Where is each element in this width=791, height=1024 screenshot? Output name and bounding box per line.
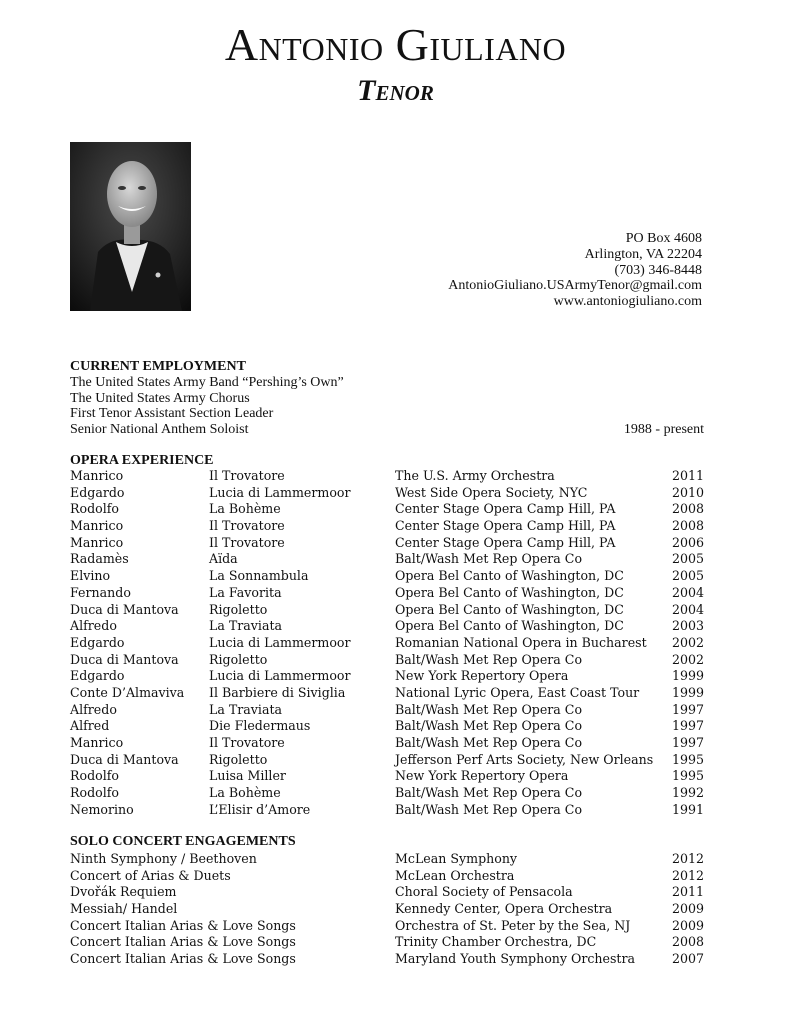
opera-role: Manrico xyxy=(70,468,124,483)
opera-title: La Sonnambula xyxy=(209,568,309,584)
opera-company: Opera Bel Canto of Washington, DC xyxy=(395,601,624,617)
opera-role: Radamès xyxy=(70,551,129,567)
opera-role: Rodolfo xyxy=(70,501,119,517)
employment-heading: CURRENT EMPLOYMENT xyxy=(70,359,246,374)
opera-year: 1991 xyxy=(671,801,704,817)
opera-company: West Side Opera Society, NYC xyxy=(395,484,588,500)
opera-row xyxy=(70,668,704,685)
opera-title: L’Elisir d’Amore xyxy=(209,801,311,817)
employment-years: 1988 - present xyxy=(623,421,704,437)
opera-company: Opera Bel Canto of Washington, DC xyxy=(395,584,624,600)
opera-title: Il Barbiere di Siviglia xyxy=(209,684,346,700)
opera-year: 1997 xyxy=(671,718,704,734)
portrait-photo xyxy=(70,142,191,311)
opera-row xyxy=(70,802,704,819)
solo-company: Kennedy Center, Opera Orchestra xyxy=(395,901,613,917)
opera-company: Opera Bel Canto of Washington, DC xyxy=(395,618,624,634)
opera-row xyxy=(70,551,704,568)
opera-title: La Favorita xyxy=(209,584,282,600)
opera-year: 1999 xyxy=(671,684,704,700)
solo-row xyxy=(70,901,704,918)
solo-company: McLean Symphony xyxy=(395,851,518,866)
opera-role: Manrico xyxy=(70,518,124,534)
solo-work: Concert of Arias & Duets xyxy=(70,867,231,883)
opera-company: Balt/Wash Met Rep Opera Co xyxy=(395,551,583,567)
solo-work: Concert Italian Arias & Love Songs xyxy=(70,951,296,967)
opera-role: Alfred xyxy=(70,718,110,734)
opera-role: Edgardo xyxy=(70,484,125,500)
opera-company: The U.S. Army Orchestra xyxy=(395,468,555,483)
opera-row xyxy=(70,585,704,602)
opera-year: 2004 xyxy=(671,601,704,617)
opera-row xyxy=(70,768,704,785)
opera-company: Center Stage Opera Camp Hill, PA xyxy=(395,501,616,517)
opera-company: Center Stage Opera Camp Hill, PA xyxy=(395,534,616,550)
contact-block xyxy=(448,231,702,310)
solo-year: 2008 xyxy=(671,934,704,950)
opera-year: 1995 xyxy=(671,751,704,767)
employment-line: Senior National Anthem Soloist xyxy=(70,421,249,437)
opera-role: Rodolfo xyxy=(70,768,119,784)
opera-title: Il Trovatore xyxy=(209,518,285,534)
opera-title: La Bohème xyxy=(209,785,281,801)
solo-company: Trinity Chamber Orchestra, DC xyxy=(395,934,597,950)
opera-company: Balt/Wash Met Rep Opera Co xyxy=(395,701,583,717)
solo-work: Dvořák Requiem xyxy=(70,884,177,900)
opera-company: National Lyric Opera, East Coast Tour xyxy=(395,684,640,700)
opera-row xyxy=(70,618,704,635)
page-title: Antonio Giuliano xyxy=(224,19,567,70)
solo-row xyxy=(70,951,704,968)
opera-company: Balt/Wash Met Rep Opera Co xyxy=(395,718,583,734)
solo-row xyxy=(70,934,704,951)
solo-work: Concert Italian Arias & Love Songs xyxy=(70,934,296,950)
opera-year: 2008 xyxy=(671,501,704,517)
opera-title: Il Trovatore xyxy=(209,534,285,550)
solo-year: 2009 xyxy=(671,901,704,917)
contact-city: Arlington, VA 22204 xyxy=(584,246,702,262)
solo-row xyxy=(70,851,704,868)
opera-year: 2010 xyxy=(671,484,704,500)
opera-role: Fernando xyxy=(70,584,131,600)
solo-year: 2009 xyxy=(671,917,704,933)
opera-row xyxy=(70,752,704,769)
opera-row xyxy=(70,785,704,802)
contact-website: www.antoniogiuliano.com xyxy=(553,294,702,310)
opera-role: Nemorino xyxy=(70,801,134,817)
solo-company: Maryland Youth Symphony Orchestra xyxy=(395,951,636,967)
opera-company: New York Repertory Opera xyxy=(395,668,569,684)
contact-phone: (703) 346-8448 xyxy=(614,262,702,278)
opera-year: 2002 xyxy=(671,634,704,650)
opera-company: New York Repertory Opera xyxy=(395,768,569,784)
opera-row xyxy=(70,652,704,669)
opera-row xyxy=(70,685,704,702)
opera-year: 2005 xyxy=(671,551,704,567)
contact-email: AntonioGiuliano.USArmyTenor@gmail.com xyxy=(448,278,702,294)
opera-company: Center Stage Opera Camp Hill, PA xyxy=(395,518,616,534)
solo-row xyxy=(70,918,704,935)
opera-title: Aïda xyxy=(209,551,238,567)
solo-table xyxy=(70,851,704,968)
employment-line-last xyxy=(70,422,704,438)
opera-title: Die Fledermaus xyxy=(209,718,311,734)
solo-year: 2011 xyxy=(671,884,704,900)
opera-title: La Traviata xyxy=(209,701,283,717)
opera-role: Duca di Mantova xyxy=(70,651,179,667)
voice-type-subtitle: Tenor xyxy=(357,74,434,107)
opera-year: 2011 xyxy=(671,468,704,483)
solo-year: 2012 xyxy=(671,867,704,883)
opera-role: Edgardo xyxy=(70,634,125,650)
opera-row xyxy=(70,735,704,752)
employment-line: The United States Army Band “Pershing’s Own” xyxy=(70,375,344,390)
opera-role: Elvino xyxy=(70,568,111,584)
opera-title: Rigoletto xyxy=(209,651,268,667)
solo-year: 2007 xyxy=(671,951,704,967)
portrait-image xyxy=(70,142,191,311)
opera-year: 1997 xyxy=(671,735,704,750)
opera-row xyxy=(70,518,704,535)
opera-role: Duca di Mantova xyxy=(70,751,179,767)
opera-title: La Traviata xyxy=(209,618,283,634)
opera-year: 2006 xyxy=(671,534,704,550)
opera-company: Balt/Wash Met Rep Opera Co xyxy=(395,651,583,667)
opera-heading: OPERA EXPERIENCE xyxy=(70,453,214,468)
opera-company: Opera Bel Canto of Washington, DC xyxy=(395,568,624,584)
opera-company: Balt/Wash Met Rep Opera Co xyxy=(395,735,583,750)
opera-role: Duca di Mantova xyxy=(70,601,179,617)
opera-row xyxy=(70,702,704,719)
contact-address: PO Box 4608 xyxy=(625,231,702,246)
opera-title: Rigoletto xyxy=(209,751,268,767)
opera-company: Jefferson Perf Arts Society, New Orleans xyxy=(395,751,654,767)
opera-title: Luisa Miller xyxy=(209,768,286,784)
opera-title: La Bohème xyxy=(209,501,281,517)
opera-row xyxy=(70,568,704,585)
opera-year: 2005 xyxy=(671,568,704,584)
opera-row xyxy=(70,602,704,619)
opera-company: Balt/Wash Met Rep Opera Co xyxy=(395,785,583,801)
opera-table xyxy=(70,468,704,818)
opera-title: Lucia di Lammermoor xyxy=(209,668,351,684)
opera-year: 2008 xyxy=(671,518,704,534)
opera-year: 1997 xyxy=(671,701,704,717)
opera-company: Romanian National Opera in Bucharest xyxy=(395,634,647,650)
opera-year: 1999 xyxy=(671,668,704,684)
solo-year: 2012 xyxy=(671,851,704,866)
opera-row xyxy=(70,718,704,735)
opera-row xyxy=(70,535,704,552)
opera-role: Conte D’Almaviva xyxy=(70,684,185,700)
opera-title: Rigoletto xyxy=(209,601,268,617)
opera-title: Il Trovatore xyxy=(209,735,285,750)
opera-year: 1995 xyxy=(671,768,704,784)
opera-role: Rodolfo xyxy=(70,785,119,801)
opera-role: Alfredo xyxy=(70,618,117,634)
opera-role: Edgardo xyxy=(70,668,125,684)
employment-line: First Tenor Assistant Section Leader xyxy=(70,406,274,421)
opera-row xyxy=(70,485,704,502)
solo-company: Orchestra of St. Peter by the Sea, NJ xyxy=(395,917,631,933)
opera-year: 2002 xyxy=(671,651,704,667)
solo-company: Choral Society of Pensacola xyxy=(395,884,573,900)
solo-heading: SOLO CONCERT ENGAGEMENTS xyxy=(70,834,296,849)
opera-row xyxy=(70,635,704,652)
opera-role: Alfredo xyxy=(70,701,117,717)
employment-line: The United States Army Chorus xyxy=(70,390,250,406)
opera-role: Manrico xyxy=(70,534,124,550)
solo-row xyxy=(70,868,704,885)
solo-work: Concert Italian Arias & Love Songs xyxy=(70,917,296,933)
solo-work: Messiah/ Handel xyxy=(70,901,178,917)
opera-year: 2003 xyxy=(671,618,704,634)
opera-row xyxy=(70,501,704,518)
opera-row xyxy=(70,468,704,485)
solo-row xyxy=(70,884,704,901)
opera-year: 2004 xyxy=(671,584,704,600)
opera-company: Balt/Wash Met Rep Opera Co xyxy=(395,801,583,817)
solo-work: Ninth Symphony / Beethoven xyxy=(70,851,257,866)
opera-title: Il Trovatore xyxy=(209,468,285,483)
employment-section xyxy=(70,375,704,437)
opera-title: Lucia di Lammermoor xyxy=(209,484,351,500)
opera-year: 1992 xyxy=(671,785,704,801)
solo-company: McLean Orchestra xyxy=(395,867,515,883)
opera-title: Lucia di Lammermoor xyxy=(209,634,351,650)
opera-role: Manrico xyxy=(70,735,124,750)
